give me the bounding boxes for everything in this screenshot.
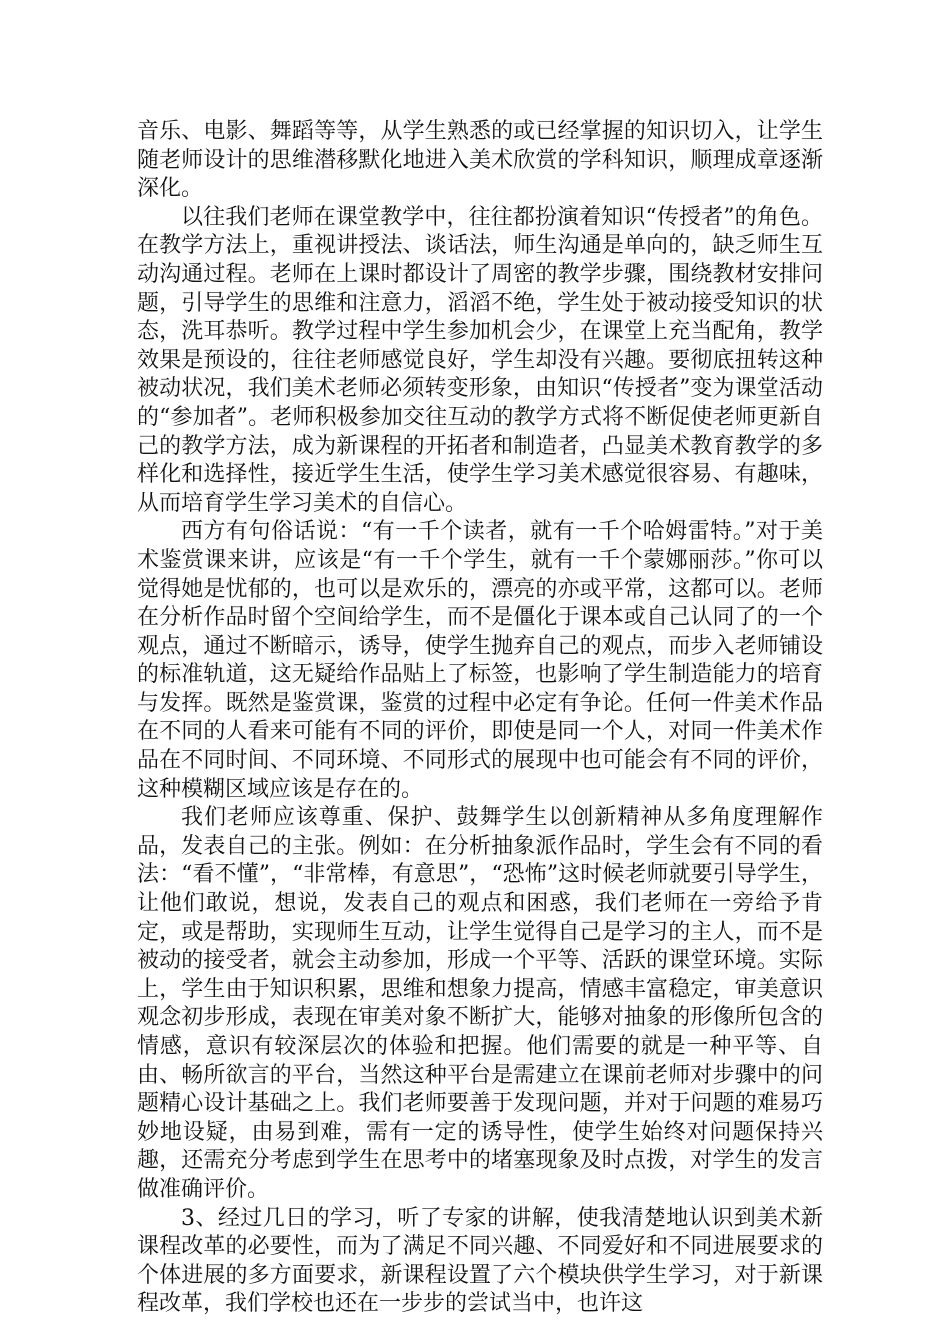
paragraph-point-3: 3、经过几日的学习，听了专家的讲解，使我清楚地认识到美术新课程改革的必要性，而为了满足不同兴趣、不同爱好和不同进展要求的个体进展的多方面要求，新课程设置了六个模块供学生学习，对于新课程改革，我们学校也还在一步步的尝试当中，也许这 (137, 1205, 823, 1317)
paragraph-respect-students: 我们老师应该尊重、保护、鼓舞学生以创新精神从多角度理解作品，发表自己的主张。例如：在分析抽象派作品时，学生会有不同的看法：“看不懂”，“非常棒，有意思”，“恐怖”这时候老师就要引导学生，让他们敢说，想说，发表自己的观点和困惑，我们老师在一旁给予肯定，或是帮助，实现师生互动，让学生觉得自己是学习的主人，而不是被动的接受者，就会主动参加，形成一个平等、活跃的课堂环境。实际上，学生由于知识积累，思维和想象力提高，情感丰富稳定，审美意识观念初步形成，表现在审美对象不断扩大，能够对抽象的形像所包含的情感，意识有较深层次的体验和把握。他们需要的就是一种平等、自由、畅所欲言的平台，当然这种平台是需建立在课前老师对步骤中的问题精心设计基础之上。我们老师要善于发现问题，并对于问题的难易巧妙地设疑，由易到难，需有一定的诱导性，使学生始终对问题保持兴趣，还需充分考虑到学生在思考中的堵塞现象及时点拨，对学生的发言做准确评价。 (137, 805, 823, 1202)
paragraph-western-saying: 西方有句俗话说：“有一千个读者，就有一千个哈姆雷特。”对于美术鉴赏课来讲，应该是“有一千个学生，就有一千个蒙娜丽莎。”你可以觉得她是忧郁的，也可以是欢乐的，漂亮的亦或平常，这都可以。老师在分析作品时留个空间给学生，而不是僵化于课本或自己认同了的一个观点，通过不断暗示，诱导，使学生抛弃自己的观点，而步入老师铺设的标准轨道，这无疑给作品贴上了标签，也影响了学生制造能力的培育与发挥。既然是鉴赏课，鉴赏的过程中必定有争论。任何一件美术作品在不同的人看来可能有不同的评价，即使是同一个人，对同一件美术作品在不同时间、不同环境、不同形式的展现中也可能会有不同的评价，这种模糊区域应该是存在的。 (137, 519, 823, 802)
paragraph-teacher-role: 以往我们老师在课堂教学中，往往都扮演着知识“传授者”的角色。在教学方法上，重视讲授法、谈话法，师生沟通是单向的，缺乏师生互动沟通过程。老师在上课时都设计了周密的教学步骤，围绕教材安排问题，引导学生的思维和注意力，滔滔不绝，学生处于被动接受知识的状态，洗耳恭听。教学过程中学生参加机会少，在课堂上充当配角，教学效果是预设的，往往老师感觉良好，学生却没有兴趣。要彻底扭转这种被动状况，我们美术老师必须转变形象，由知识“传授者”变为课堂活动的“参加者”。老师积极参加交往互动的教学方式将不断促使老师更新自己的教学方法，成为新课程的开拓者和制造者，凸显美术教育教学的多样化和选择性，接近学生生活，使学生学习美术感觉很容易、有趣味，从而培育学生学习美术的自信心。 (137, 204, 823, 516)
paragraph-continuation: 音乐、电影、舞蹈等等，从学生熟悉的或已经掌握的知识切入，让学生随老师设计的思维潜移默化地进入美术欣赏的学科知识，顺理成章逐渐深化。 (137, 119, 823, 202)
document-body (137, 118, 823, 1319)
